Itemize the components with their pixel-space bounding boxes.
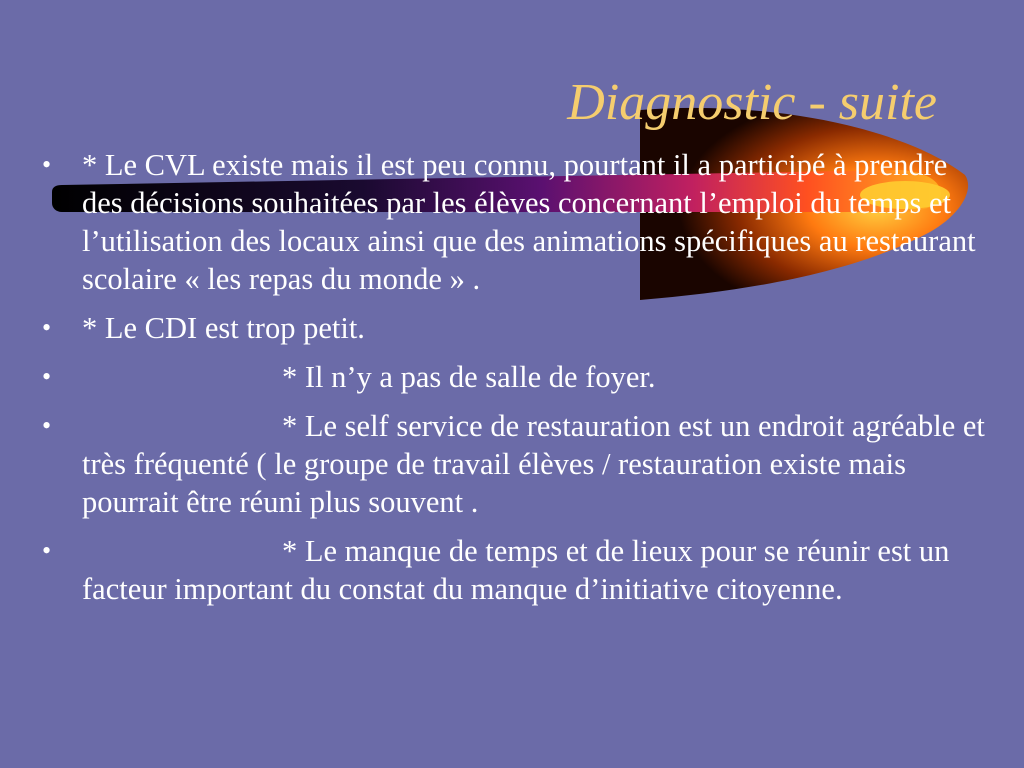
bullet-text: * Le self service de restauration est un endroit agréable et très fréquenté ( le groupe de travail élèves / restauration existe mais pourrait être réuni plus souvent .	[82, 409, 985, 519]
bullet-text: * Il n’y a pas de salle de foyer.	[282, 360, 656, 394]
bullet-item	[42, 532, 992, 608]
bullet-icon: •	[42, 411, 52, 440]
slide-title: Diagnostic - suite	[567, 74, 937, 131]
bullet-item	[42, 358, 992, 396]
bullet-text: * Le CVL existe mais il est peu connu, pourtant il a participé à prendre des décisions souhaitées par les élèves concernant l’emploi du temps et l’utilisation des locaux ainsi que des animations spécifiques au restaurant scolaire « les repas du monde » .	[82, 148, 976, 296]
bullet-icon: •	[42, 313, 52, 342]
bullet-list	[42, 146, 992, 619]
bullet-icon: •	[42, 536, 52, 565]
bullet-item	[42, 407, 992, 521]
bullet-item	[42, 146, 992, 298]
bullet-icon: •	[42, 362, 52, 391]
bullet-text: * Le CDI est trop petit.	[82, 311, 365, 345]
bullet-item	[42, 309, 992, 347]
bullet-text: * Le manque de temps et de lieux pour se réunir est un facteur important du constat du manque d’initiative citoyenne.	[82, 534, 950, 606]
bullet-icon: •	[42, 150, 52, 179]
